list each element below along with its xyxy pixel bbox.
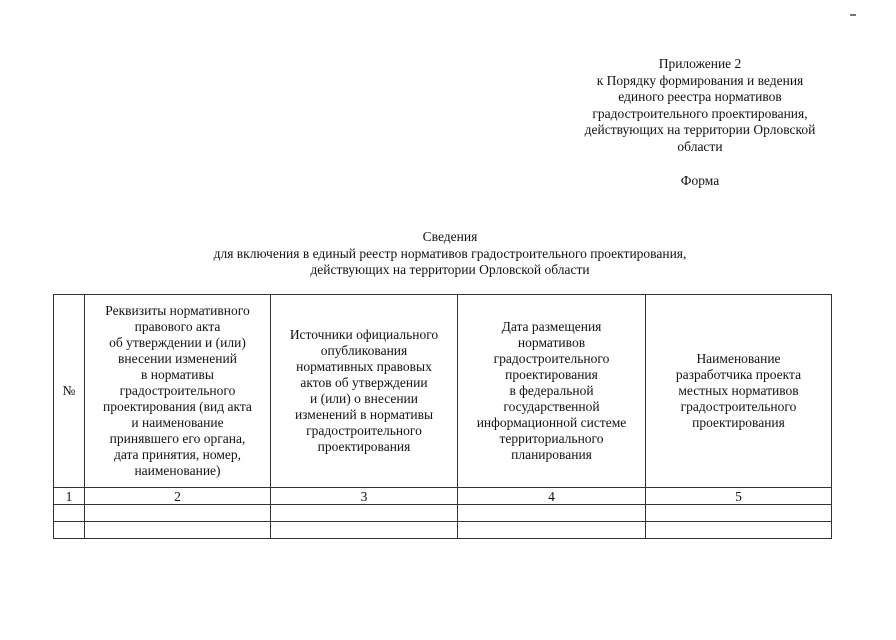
header-line: № <box>62 383 76 398</box>
header-line: информационной системе <box>476 415 627 430</box>
column-number-cell: 2 <box>85 488 271 505</box>
appendix-block <box>560 56 840 190</box>
header-line: градостроительного <box>493 351 610 366</box>
header-line: градостроительного <box>680 399 797 414</box>
appendix-line: единого реестра нормативов <box>618 89 782 104</box>
header-line: актов об утверждении <box>300 375 428 390</box>
header-cell-publication-sources <box>271 295 458 488</box>
column-number-cell: 1 <box>54 488 85 505</box>
empty-cell <box>646 522 832 539</box>
table-row-empty <box>54 505 832 522</box>
header-line: об утверждении и (или) <box>109 335 246 350</box>
header-line: градостроительного <box>306 423 422 438</box>
empty-cell <box>54 522 85 539</box>
header-line: разработчика проекта <box>675 367 802 382</box>
header-line: в федеральной <box>509 383 594 398</box>
header-line: проектирования <box>505 367 598 382</box>
header-line: территориального <box>499 431 604 446</box>
appendix-line: градостроительного проектирования, <box>592 105 808 121</box>
header-line: государственной <box>503 399 600 414</box>
header-line: планирования <box>511 447 592 462</box>
table-row-empty <box>54 522 832 539</box>
empty-cell <box>271 522 458 539</box>
heading-subtitle-line: действующих на территории Орловской области <box>310 262 590 277</box>
empty-cell <box>85 522 271 539</box>
header-line: опубликования <box>320 343 408 358</box>
header-line: и (или) о внесении <box>309 391 419 406</box>
heading-subtitle-line: для включения в единый реестр нормативов градостроительного проектирования, <box>213 245 687 261</box>
column-number-cell: 4 <box>458 488 646 505</box>
header-line: в нормативы <box>141 367 214 382</box>
header-cell-number <box>54 295 85 488</box>
header-line: и наименование <box>131 415 224 430</box>
header-line: проектирования <box>317 439 411 454</box>
header-cell-act-details <box>85 295 271 488</box>
appendix-line: к Порядку формирования и ведения <box>596 72 804 88</box>
empty-cell <box>85 505 271 522</box>
heading-title: Сведения <box>422 229 478 244</box>
empty-cell <box>271 505 458 522</box>
header-line: градостроительного <box>119 383 236 398</box>
header-line: изменений в нормативы <box>294 407 434 422</box>
header-line: наименование) <box>134 463 221 478</box>
column-number-row <box>54 488 832 505</box>
empty-cell <box>646 505 832 522</box>
header-line: проектирования (вид акта <box>103 399 252 414</box>
header-line: нормативных правовых <box>296 359 432 374</box>
appendix-line: области <box>677 138 723 154</box>
header-line: Наименование <box>696 351 781 366</box>
header-line: принявшего его органа, <box>109 431 246 446</box>
scan-mark <box>850 14 856 16</box>
header-line: Источники официального <box>289 327 439 342</box>
header-line: внесении изменений <box>118 351 237 366</box>
header-line: нормативов <box>517 335 586 350</box>
header-cell-placement-date <box>458 295 646 488</box>
table-header-row <box>54 295 832 488</box>
header-cell-developer-name <box>646 295 832 488</box>
column-number-cell: 3 <box>271 488 458 505</box>
empty-cell <box>458 505 646 522</box>
appendix-line: действующих на территории Орловской <box>584 122 816 137</box>
header-line: Реквизиты нормативного <box>105 303 250 318</box>
header-line: проектирования <box>692 415 785 430</box>
register-table <box>53 294 832 539</box>
column-number-cell: 5 <box>646 488 832 505</box>
empty-cell <box>458 522 646 539</box>
header-line: дата принятия, номер, <box>113 447 242 462</box>
document-heading <box>120 229 780 279</box>
form-label: Форма <box>680 173 720 188</box>
header-line: Дата размещения <box>501 319 602 334</box>
header-line: местных нормативов <box>678 383 799 398</box>
appendix-line: Приложение 2 <box>658 56 742 71</box>
empty-cell <box>54 505 85 522</box>
header-line: правового акта <box>134 319 221 334</box>
